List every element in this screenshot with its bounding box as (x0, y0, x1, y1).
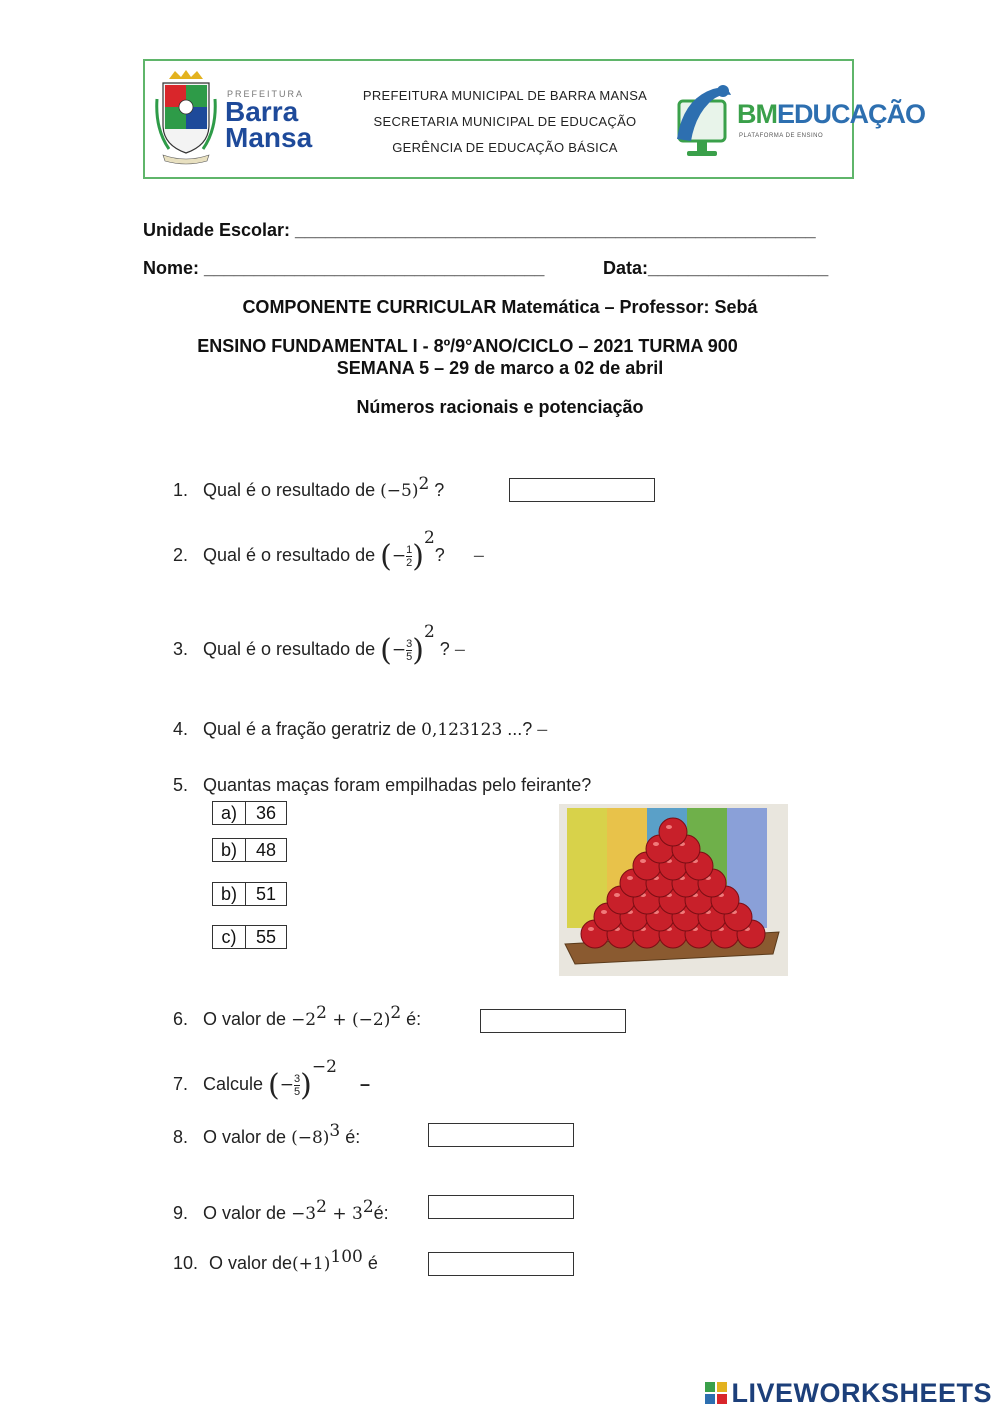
answer-blank-2[interactable]: – (473, 545, 484, 565)
question-number: 1. (173, 480, 189, 500)
question-number: 3. (173, 639, 189, 659)
question-number: 4. (173, 719, 189, 739)
option-value: 51 (255, 884, 277, 904)
question-tail: é (362, 1253, 378, 1273)
header-line-1: PREFEITURA MUNICIPAL DE BARRA MANSA (362, 88, 648, 103)
bm-educacao-wordmark (737, 99, 925, 130)
math-minus: − (391, 640, 407, 660)
math-expression: (−5) (380, 481, 419, 501)
question-number: 5. (173, 775, 189, 795)
apple-highlight (653, 842, 659, 846)
apple-highlight (588, 927, 594, 931)
math-exponent-1: 2 (316, 1003, 327, 1023)
question-number: 6. (173, 1009, 189, 1029)
semana-title: SEMANA 5 – 29 de marco a 02 de abril (336, 358, 664, 378)
fraction-numerator: 1 (406, 543, 413, 556)
tema-title: Números racionais e potenciação (356, 397, 644, 417)
math-exponent: 2 (418, 474, 430, 494)
fraction-numerator: 3 (406, 637, 413, 650)
apple-pyramid-image (559, 804, 788, 976)
fraction-numerator: 3 (294, 1072, 301, 1085)
apple-highlight (601, 910, 607, 914)
question-tail: é: (373, 1203, 389, 1223)
bm-educacao-subtitle: PLATAFORMA DE ENSINO (739, 133, 824, 139)
math-expression: (−8) (291, 1128, 330, 1148)
math-expression: 0,123123 (421, 720, 503, 740)
header-line-2: SECRETARIA MUNICIPAL DE EDUCAÇÃO (373, 114, 637, 129)
bm-educacao-logo-icon (673, 79, 735, 163)
question-text: Qual é o resultado de (203, 639, 376, 659)
option-letter: b) (213, 839, 246, 861)
math-exponent: 2 (423, 528, 435, 548)
question-tail: ? (434, 545, 445, 565)
question-number: 9. (173, 1203, 189, 1223)
math-exponent: −2 (311, 1057, 337, 1077)
prefeitura-name-line2: Mansa (225, 122, 313, 153)
answer-blank-4[interactable]: – (537, 719, 548, 739)
option-value: 55 (255, 927, 277, 947)
answer-blank-3[interactable]: – (454, 639, 465, 659)
question-1 (173, 474, 444, 501)
apple-highlight (640, 859, 646, 863)
answer-box-9[interactable] (428, 1195, 574, 1219)
apple-highlight (627, 876, 633, 880)
bm-wordmark-part2: EDUCAÇÃO (777, 99, 926, 129)
question-text: O valor de (203, 1127, 287, 1147)
apple-highlight (666, 825, 672, 829)
header-line-3: GERÊNCIA DE EDUCAÇÃO BÁSICA (392, 140, 618, 155)
question-10 (173, 1247, 378, 1274)
bm-wordmark-part1: BM (737, 99, 777, 129)
question-8 (173, 1121, 360, 1148)
answer-blank-7[interactable]: – (359, 1074, 370, 1094)
liveworksheets-wordmark: LIVEWORKSHEETS (731, 1378, 992, 1408)
math-exponent-1: 2 (316, 1197, 327, 1217)
option-value: 36 (255, 803, 277, 823)
math-exponent: 3 (329, 1121, 341, 1141)
math-exponent-2: 2 (362, 1197, 374, 1217)
fraction-denominator: 5 (294, 1085, 301, 1098)
data-field[interactable]: Data:__________________ (603, 258, 829, 278)
math-exponent-2: 2 (390, 1003, 402, 1023)
question-3: 3. Qual é o resultado de (− $\frac{3}{5}$ )$^2$ ? – (173, 622, 465, 668)
componente-curricular-title: COMPONENTE CURRICULAR Matemática – Professor: Sebá (242, 297, 758, 317)
answer-box-6[interactable] (480, 1009, 626, 1033)
fraction-denominator: 2 (406, 556, 413, 569)
question-text: Qual é o resultado de (203, 480, 376, 500)
answer-box-1[interactable] (509, 478, 655, 502)
question-6 (173, 1003, 421, 1030)
question-tail: é: (340, 1127, 361, 1147)
math-expression: (+1) (292, 1254, 331, 1274)
question-tail: é: (401, 1009, 422, 1029)
question-4 (173, 719, 547, 740)
answer-box-10[interactable] (428, 1252, 574, 1276)
question-text: Calcule (203, 1074, 264, 1094)
ensino-title: ENSINO FUNDAMENTAL I - 8º/9°ANO/CICLO – 2021 TURMA 900 (197, 336, 738, 356)
math-term-2: + 3 (326, 1204, 363, 1224)
question-5 (173, 775, 591, 796)
question-2: 2. Qual é o resultado de (− $\frac{1}{2}$ )$^2$? – (173, 528, 484, 574)
math-term-2: + (−2) (326, 1010, 391, 1030)
question-7: 7. Calcule (− $\frac{3}{5}$ )$^{-2}$ – (173, 1057, 370, 1103)
question-9 (173, 1197, 389, 1224)
prefeitura-name-line1: Barra (225, 96, 299, 127)
question-text: Quantas maças foram empilhadas pelo feirante? (203, 775, 592, 795)
apple (659, 818, 687, 846)
prefeitura-name (225, 96, 313, 153)
option-a[interactable] (212, 801, 287, 825)
math-term-1: −3 (291, 1204, 317, 1224)
barra-mansa-crest-icon (155, 69, 217, 165)
option-letter: c) (213, 926, 246, 948)
answer-box-8[interactable] (428, 1123, 574, 1147)
question-number: 2. (173, 545, 189, 565)
question-tail: ? (429, 480, 445, 500)
question-text: O valor de (203, 1203, 287, 1223)
unidade-escolar-field[interactable]: Unidade Escolar: ____________________________________________________ (143, 220, 816, 240)
nome-field[interactable]: Nome: __________________________________ (143, 258, 545, 278)
apple-highlight (614, 893, 620, 897)
option-b2[interactable] (212, 882, 287, 906)
question-tail: ? (434, 639, 450, 659)
question-text: Qual é a fração geratriz de (203, 719, 417, 739)
option-c[interactable] (212, 925, 287, 949)
option-letter: a) (213, 802, 246, 824)
question-text: Qual é o resultado de (203, 545, 376, 565)
liveworksheets-brand[interactable] (705, 1378, 992, 1409)
math-term-1: −2 (291, 1010, 317, 1030)
question-number: 10. (173, 1253, 199, 1273)
question-number: 8. (173, 1127, 189, 1147)
math-exponent: 2 (423, 622, 435, 642)
header-institution-lines (335, 83, 675, 161)
fraction-denominator: 5 (406, 650, 413, 663)
question-text: O valor de (203, 1009, 287, 1029)
option-value: 48 (255, 840, 277, 860)
header-banner (143, 59, 926, 179)
prefeitura-small-label: PREFEITURA (227, 89, 305, 99)
math-minus: − (279, 1075, 295, 1095)
option-b[interactable] (212, 838, 287, 862)
option-letter: b) (213, 883, 246, 905)
math-minus: − (391, 546, 407, 566)
question-number: 7. (173, 1074, 189, 1094)
question-tail: ...? (502, 719, 533, 739)
question-text: O valor de (209, 1253, 293, 1273)
math-exponent: 100 (330, 1247, 363, 1267)
liveworksheets-logo-icon (705, 1382, 727, 1404)
